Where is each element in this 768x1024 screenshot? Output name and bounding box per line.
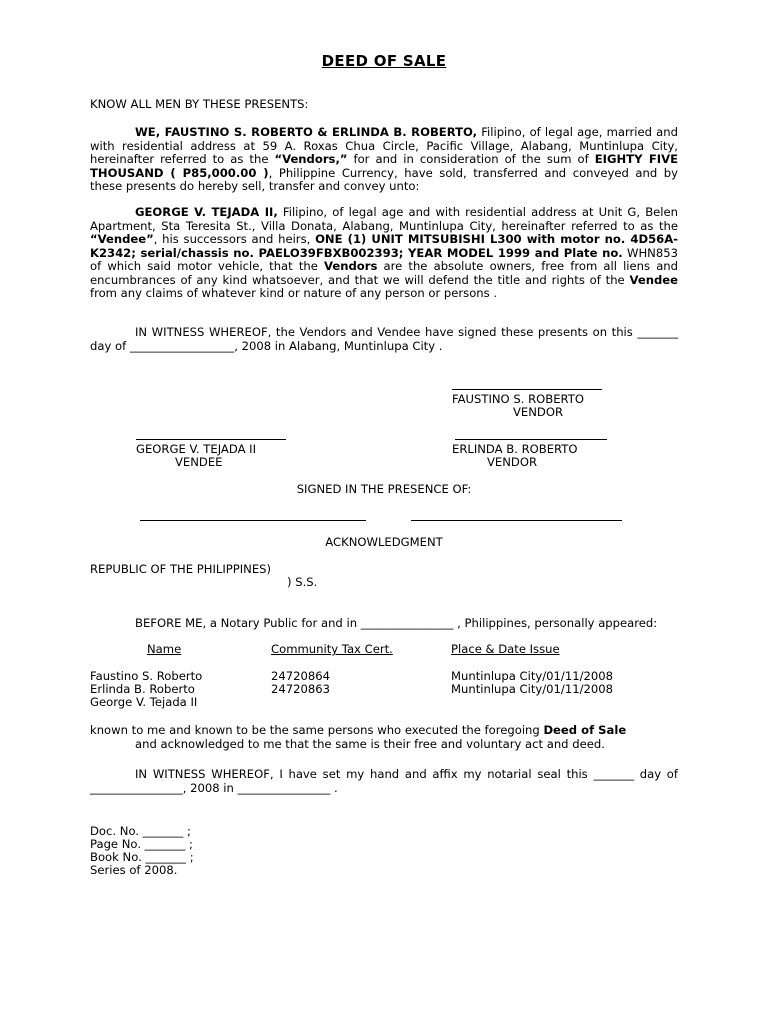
vendee-sig-name: GEORGE V. TEJADA II: [136, 442, 257, 456]
witness1-signature-line: [140, 520, 366, 521]
book-no: Book No. _______ ;: [90, 850, 194, 864]
document-title: DEED OF SALE: [321, 52, 447, 70]
vendor2-name: ERLINDA B. ROBERTO: [452, 442, 578, 456]
vendee-signature-line: [136, 439, 286, 440]
table-row-ctc: 24720864: [271, 669, 331, 683]
vendor1-name: FAUSTINO S. ROBERTO: [452, 392, 584, 406]
p2-text-4: are the absolute owners, free from all liens and encumbrances of any kind whatsoever, and that we will defend the title and rights of the: [90, 259, 679, 287]
table-row-ctc: 24720863: [271, 682, 331, 696]
vendors-word: Vendors: [324, 259, 378, 273]
table-row-name: Faustino S. Roberto: [90, 669, 203, 683]
vendors-names: WE, FAUSTINO S. ROBERTO & ERLINDA B. ROBERTO,: [135, 125, 478, 139]
known-line-1: [90, 724, 626, 738]
series: Series of 2008.: [90, 863, 178, 877]
vendee-role: VENDEE: [175, 455, 223, 469]
vendee-word: Vendee: [629, 272, 678, 287]
col-header-name: Name: [147, 642, 182, 656]
deed-of-sale-ref: Deed of Sale: [543, 723, 627, 737]
table-row-place: Muntinlupa City/01/11/2008: [451, 669, 613, 683]
republic-line: REPUBLIC OF THE PHILIPPINES): [90, 562, 272, 576]
witness-text: IN WITNESS WHEREOF, the Vendors and Vendee have signed these presents on this _______ day of __________________, 2008 in Alabang, Muntinlupa City .: [90, 325, 678, 353]
acknowledgment-heading: ACKNOWLEDGMENT: [325, 535, 443, 549]
before-me-text: BEFORE ME, a Notary Public for and in ________________ , Philippines, personally appeared:: [135, 616, 658, 630]
p1-text-1: Filipino, of legal age, married and with residential address at 59 A. Roxas Chua Circle, Pacific Village, Alabang, Muntinlupa City, hereinafter referred to as the: [90, 125, 678, 166]
table-row-name: Erlinda B. Roberto: [90, 682, 195, 696]
before-me-paragraph: [90, 617, 678, 631]
vehicle-description: ONE (1) UNIT MITSUBISHI L300 with motor no. 4D56A-K2342; serial/chassis no. PAELO39FBXB002393; YEAR MODEL 1999 and Plate no.: [90, 232, 678, 260]
p2-text-2: , his successors and heirs,: [153, 232, 316, 246]
p1-text-2: for and in consideration of the sum of: [347, 152, 595, 166]
presence-heading: SIGNED IN THE PRESENCE OF:: [296, 482, 472, 496]
plate-number: WHN853: [622, 245, 678, 260]
witness2-signature-line: [411, 520, 622, 521]
col-header-ctc: Community Tax Cert.: [271, 642, 393, 656]
vendor1-signature-line: [452, 389, 602, 390]
known-line-2: and acknowledged to me that the same is their free and voluntary act and deed.: [135, 737, 605, 751]
p2-text-1: Filipino, of legal age and with residential address at Unit G, Belen Apartment, Sta Teresita St., Villa Donata, Alabang, Muntinlupa City, hereinafter referred to as the: [90, 205, 678, 233]
p1-text-3: , Philippine Currency, have sold, transferred and conveyed and by these presents do hereby sell, transfer and convey unto:: [90, 165, 679, 193]
vendors-ref: “Vendors,”: [274, 152, 348, 166]
notary-witness-paragraph: [90, 768, 678, 795]
paragraph-vendee: [90, 206, 678, 301]
doc-no: Doc. No. _______ ;: [90, 824, 191, 838]
known-text: known to me and known to be the same persons who executed the foregoing: [90, 723, 544, 737]
sale-amount: EIGHTY FIVE THOUSAND ( P85,000.00 ): [90, 152, 678, 180]
table-row-name: George V. Tejada II: [90, 695, 198, 709]
vendor2-role: VENDOR: [487, 455, 538, 469]
vendee-ref: “Vendee”: [90, 232, 154, 246]
p2-text-5: from any claims of whatever kind or nature of any person or persons .: [90, 286, 498, 300]
intro-line: KNOW ALL MEN BY THESE PRESENTS:: [90, 97, 309, 111]
vendee-name: GEORGE V. TEJADA II,: [135, 205, 278, 219]
table-row-place: Muntinlupa City/01/11/2008: [451, 682, 613, 696]
ss-line: ) S.S.: [287, 575, 318, 589]
notary-witness-text: IN WITNESS WHEREOF, I have set my hand and affix my notarial seal this _______ day of ________________, 2008 in ________________ .: [90, 767, 678, 795]
p2-text-3: of which said motor vehicle, that the: [90, 259, 325, 273]
page-no: Page No. _______ ;: [90, 837, 193, 851]
paragraph-witness: [90, 326, 678, 353]
vendor1-role: VENDOR: [513, 405, 564, 419]
paragraph-vendors: [90, 126, 678, 194]
col-header-place: Place & Date Issue: [451, 642, 560, 656]
vendor2-signature-line: [455, 439, 607, 440]
